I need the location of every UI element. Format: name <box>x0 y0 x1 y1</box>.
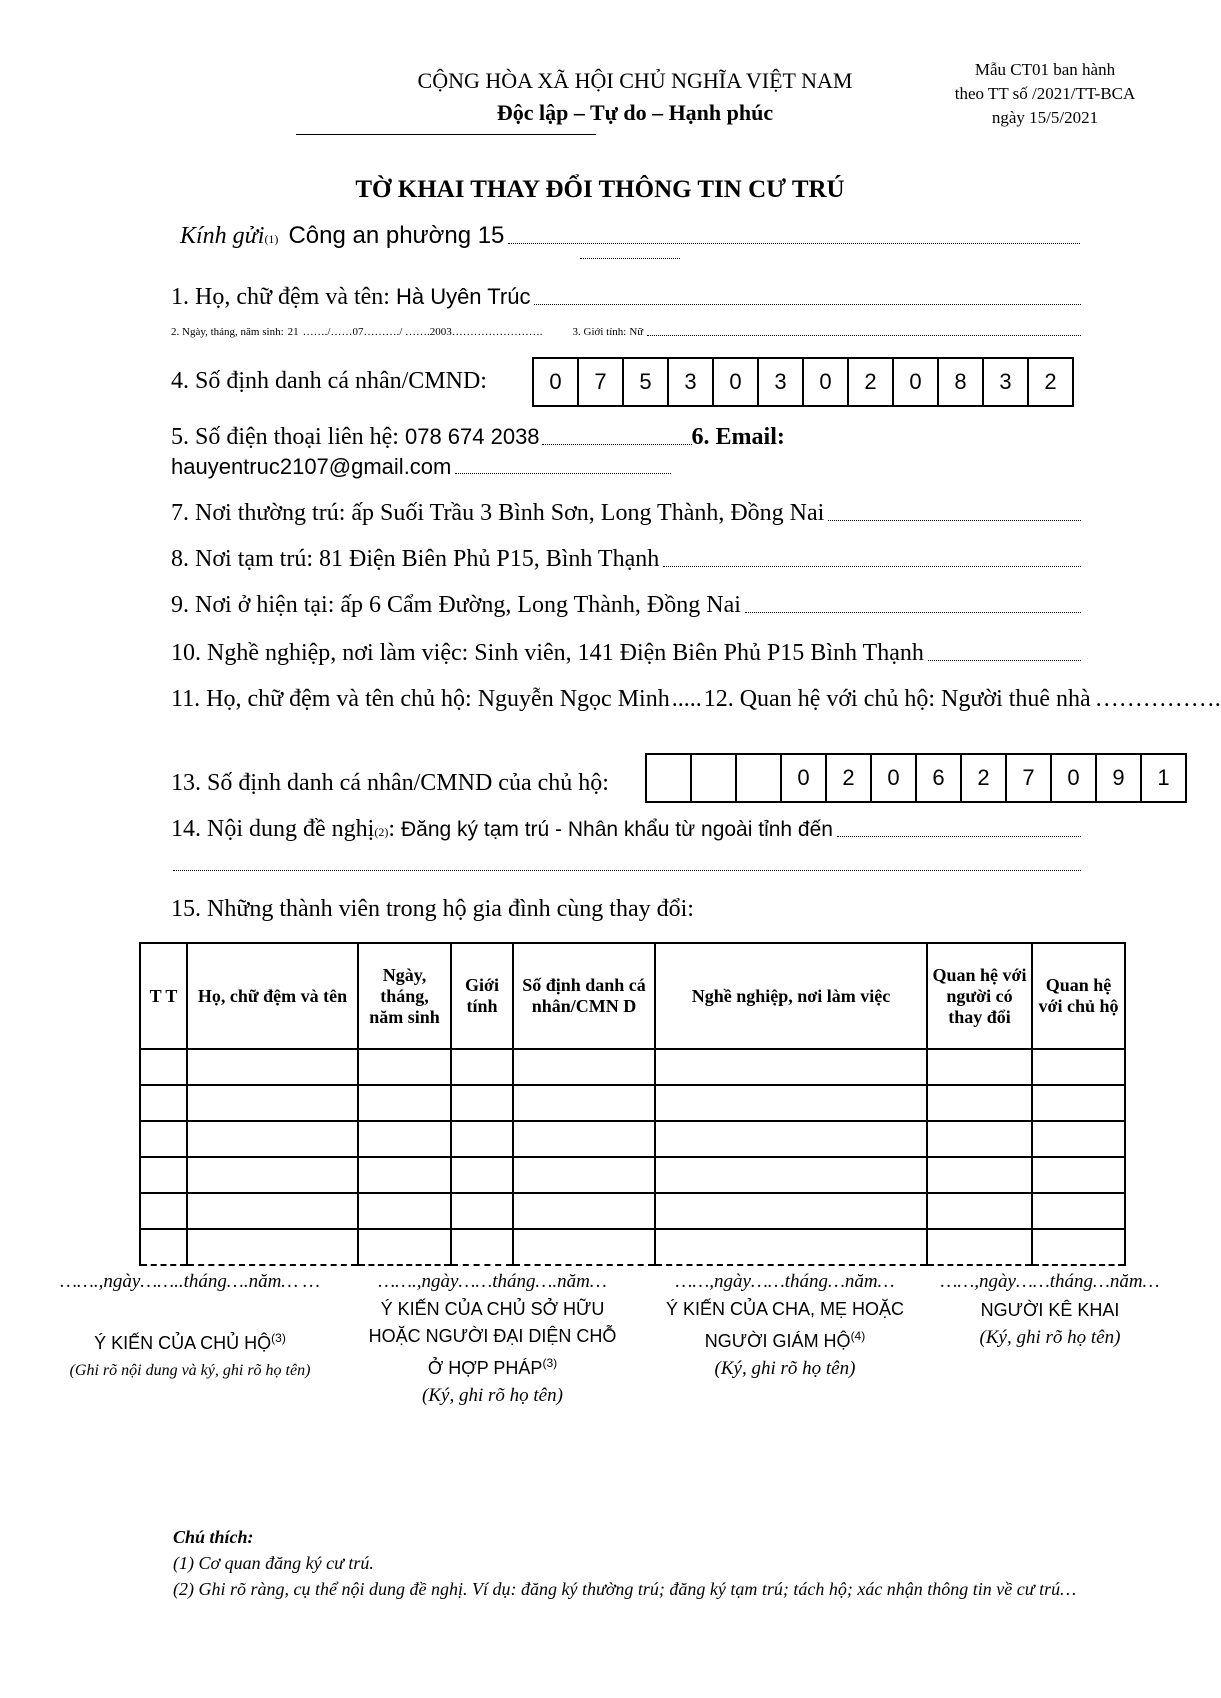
table-cell[interactable] <box>451 1193 513 1229</box>
table-cell[interactable] <box>187 1121 358 1157</box>
household-id-digit-box[interactable] <box>692 755 737 801</box>
form-code-line1: Mẫu CT01 ban hành <box>974 60 1116 79</box>
sig-date: …….,ngày……tháng….năm… <box>378 1271 607 1292</box>
form-code-line2: theo TT số /2021/TT-BCA <box>954 84 1136 103</box>
table-cell[interactable] <box>513 1193 655 1229</box>
table-cell[interactable] <box>513 1229 655 1265</box>
household-id-boxes[interactable] <box>645 753 1187 803</box>
sig-date: ……,ngày……tháng…năm… <box>940 1271 1160 1292</box>
table-cell[interactable] <box>1032 1049 1125 1085</box>
table-cell[interactable] <box>358 1229 451 1265</box>
gender-value[interactable]: Nữ <box>629 326 644 338</box>
id-digit-box[interactable]: 0 <box>804 359 849 405</box>
table-cell[interactable] <box>1032 1085 1125 1121</box>
phone-label: 5. Số điện thoại liên hệ: <box>171 424 399 450</box>
table-row <box>140 1121 1125 1157</box>
id-digit-box[interactable]: 3 <box>669 359 714 405</box>
household-head-label: 11. Họ, chữ đệm và tên chủ hộ: <box>171 686 472 712</box>
gender-label: 3. Giới tính: <box>572 326 627 338</box>
table-row <box>140 1085 1125 1121</box>
header-occupation: Nghề nghiệp, nơi làm việc <box>655 943 927 1049</box>
table-cell[interactable] <box>655 1085 927 1121</box>
field-request: 14. Nội dung đề nghị (2) : Đăng ký tạm trú - Nhân khẩu từ ngoài tỉnh đến <box>171 816 1081 843</box>
relation-label: 12. Quan hệ với chủ hộ: <box>703 686 936 712</box>
country-name: CỘNG HÒA XÃ HỘI CHỦ NGHĨA VIỆT NAM <box>417 68 853 93</box>
header-relation-changer: Quan hệ với người có thay đổi <box>927 943 1032 1049</box>
table-cell[interactable] <box>655 1193 927 1229</box>
household-id-digit-box[interactable]: 0 <box>1052 755 1097 801</box>
table-cell[interactable] <box>140 1121 187 1157</box>
header-id: Số định danh cá nhân/CMN D <box>513 943 655 1049</box>
household-id-digit-box[interactable]: 9 <box>1097 755 1142 801</box>
recipient-value[interactable]: Công an phường 15 <box>288 222 505 249</box>
permanent-residence-value[interactable]: ấp Suối Trầu 3 Bình Sơn, Long Thành, Đồng Nai <box>351 500 825 526</box>
email-value[interactable]: hauyentruc2107@gmail.com <box>171 454 452 479</box>
recipient-label: Kính gửi <box>180 223 265 249</box>
household-id-digit-box[interactable]: 6 <box>917 755 962 801</box>
dob-year[interactable]: 2003 <box>429 326 452 338</box>
members-table <box>139 942 1126 1266</box>
sig-title: Ý KIẾN CỦA CHA, MẸ HOẶC NGƯỜI GIÁM HỘ <box>665 1299 905 1351</box>
table-cell[interactable] <box>1032 1157 1125 1193</box>
id-number-boxes[interactable] <box>532 357 1074 407</box>
form-code <box>930 58 1160 130</box>
permanent-residence-label: 7. Nơi thường trú: <box>171 500 346 526</box>
table-cell[interactable] <box>140 1229 187 1265</box>
table-cell[interactable] <box>140 1193 187 1229</box>
id-digit-box[interactable]: 2 <box>1029 359 1074 405</box>
table-cell[interactable] <box>140 1157 187 1193</box>
temporary-residence-value[interactable]: 81 Điện Biên Phủ P15, Bình Thạnh <box>319 546 660 572</box>
request-note: (2) <box>374 825 389 839</box>
signature-declarant <box>935 1268 1165 1352</box>
current-residence-value[interactable]: ấp 6 Cẩm Đường, Long Thành, Đồng Nai <box>340 592 741 618</box>
field-household-head: 11. Họ, chữ đệm và tên chủ hộ: Nguyễn Ngọc Minh ..... 12. Quan hệ với chủ hộ: Người thuê nhà ……………. <box>171 686 1221 712</box>
table-cell[interactable] <box>1032 1193 1125 1229</box>
id-digit-box[interactable]: 3 <box>759 359 804 405</box>
dob-day[interactable]: 21 <box>287 326 299 338</box>
table-row <box>140 1049 1125 1085</box>
field-full-name <box>171 284 1081 311</box>
table-cell[interactable] <box>513 1085 655 1121</box>
id-number-label: 4. Số định danh cá nhân/CMND: <box>171 368 487 394</box>
table-cell[interactable] <box>927 1157 1032 1193</box>
phone-value[interactable]: 078 674 2038 <box>404 424 540 449</box>
header-name: Họ, chữ đệm và tên <box>187 943 358 1049</box>
household-id-digit-box[interactable]: 1 <box>1142 755 1187 801</box>
id-digit-box[interactable]: 0 <box>534 359 579 405</box>
table-cell[interactable] <box>358 1085 451 1121</box>
household-id-label: 13. Số định danh cá nhân/CMND của chủ hộ: <box>171 770 609 796</box>
table-cell[interactable] <box>655 1049 927 1085</box>
id-label-row <box>171 368 487 395</box>
field-members-heading <box>171 896 694 923</box>
dob-month[interactable]: 07 <box>352 326 364 338</box>
table-cell[interactable] <box>187 1085 358 1121</box>
household-id-digit-box[interactable]: 0 <box>872 755 917 801</box>
table-row <box>140 1157 1125 1193</box>
table-row <box>140 1193 1125 1229</box>
table-cell[interactable] <box>513 1157 655 1193</box>
household-id-digit-box[interactable]: 2 <box>827 755 872 801</box>
table-cell[interactable] <box>358 1049 451 1085</box>
household-id-digit-box[interactable]: 7 <box>1007 755 1052 801</box>
table-cell[interactable] <box>451 1085 513 1121</box>
members-heading: 15. Những thành viên trong hộ gia đình cùng thay đổi: <box>171 896 694 922</box>
request-value[interactable]: Đăng ký tạm trú - Nhân khẩu từ ngoài tỉnh đến <box>401 818 833 841</box>
field-phone-email <box>171 424 1081 451</box>
field-temporary-residence <box>171 546 1081 573</box>
recipient-row <box>180 222 1080 250</box>
table-cell[interactable] <box>513 1049 655 1085</box>
header-gender: Giới tính <box>451 943 513 1049</box>
sig-title: Ý KIẾN CỦA CHỦ HỘ <box>94 1333 272 1353</box>
household-id-digit-box[interactable]: 2 <box>962 755 1007 801</box>
full-name-value[interactable]: Hà Uyên Trúc <box>395 284 531 309</box>
form-code-line3: ngày 15/5/2021 <box>991 108 1099 127</box>
occupation-label: 10. Nghề nghiệp, nơi làm việc: <box>171 640 469 666</box>
table-cell[interactable] <box>655 1157 927 1193</box>
notes-heading: Chú thích: <box>173 1527 254 1547</box>
household-id-digit-box[interactable]: 0 <box>782 755 827 801</box>
household-head-value[interactable]: Nguyễn Ngọc Minh <box>477 686 670 712</box>
sig-title: NGƯỜI KÊ KHAI <box>980 1300 1120 1320</box>
table-cell[interactable] <box>140 1085 187 1121</box>
id-digit-box[interactable]: 5 <box>624 359 669 405</box>
motto: Độc lập – Tự do – Hạnh phúc <box>496 100 774 125</box>
id-digit-box[interactable]: 2 <box>849 359 894 405</box>
id-digit-box[interactable]: 0 <box>894 359 939 405</box>
table-cell[interactable] <box>927 1085 1032 1121</box>
email-row <box>171 454 671 480</box>
household-id-digit-box[interactable] <box>737 755 782 801</box>
note-2: (2) Ghi rõ ràng, cụ thể nội dung đề nghị. Ví dụ: đăng ký thường trú; đăng ký tạm trú; tách hộ; xác nhận thông tin về cư trú… <box>173 1579 1077 1599</box>
request-dots-line <box>173 870 1081 871</box>
footnotes <box>173 1524 1103 1602</box>
table-cell[interactable] <box>358 1193 451 1229</box>
field-occupation <box>171 640 1081 667</box>
table-cell[interactable] <box>187 1229 358 1265</box>
occupation-value[interactable]: Sinh viên, 141 Điện Biên Phủ P15 Bình Thạnh <box>474 640 924 666</box>
table-cell[interactable] <box>655 1121 927 1157</box>
signature-household-head: …….,ngày……..tháng….năm… … Ý KIẾN CỦA CHỦ HỘ$^{(3)}$ (Ghi rõ nội dung và ký, ghi rõ họ tên) <box>40 1268 340 1385</box>
table-cell[interactable] <box>358 1121 451 1157</box>
table-cell[interactable] <box>187 1193 358 1229</box>
signature-guardian: ……,ngày……tháng…năm… Ý KIẾN CỦA CHA, MẸ HOẶC NGƯỜI GIÁM HỘ$^{(4)}$ (Ký, ghi rõ họ tên) <box>660 1268 910 1383</box>
id-digit-box[interactable]: 7 <box>579 359 624 405</box>
request-label: 14. Nội dung đề nghị <box>171 816 375 842</box>
sig-date: ……,ngày……tháng…năm… <box>675 1271 895 1292</box>
table-cell[interactable] <box>1032 1229 1125 1265</box>
sig-sub: (Ký, ghi rõ họ tên) <box>714 1358 856 1379</box>
relation-value[interactable]: Người thuê nhà <box>941 686 1091 712</box>
table-cell[interactable] <box>451 1229 513 1265</box>
header-relation-head: Quan hệ với chủ hộ <box>1032 943 1125 1049</box>
motto-underline <box>296 134 596 135</box>
id-digit-box[interactable]: 0 <box>714 359 759 405</box>
table-cell[interactable] <box>1032 1121 1125 1157</box>
sig-sub: (Ghi rõ nội dung và ký, ghi rõ họ tên) <box>69 1362 311 1379</box>
sig-sub: (Ký, ghi rõ họ tên) <box>979 1327 1121 1348</box>
header-stt: T T <box>140 943 187 1049</box>
table-cell[interactable] <box>140 1049 187 1085</box>
sig-sub: (Ký, ghi rõ họ tên) <box>422 1385 563 1406</box>
signature-owner: …….,ngày……tháng….năm… Ý KIẾN CỦA CHỦ SỞ HỮU HOẶC NGƯỜI ĐẠI DIỆN CHỖ Ở HỢP PHÁP$^{(3)}$ (Ký, ghi rõ họ tên) <box>365 1268 620 1410</box>
table-cell[interactable] <box>451 1049 513 1085</box>
header-dob: Ngày, tháng, năm sinh <box>358 943 451 1049</box>
dob-label: 2. Ngày, tháng, năm sinh: <box>171 326 284 338</box>
table-cell[interactable] <box>187 1157 358 1193</box>
table-cell[interactable] <box>451 1121 513 1157</box>
field-permanent-residence <box>171 500 1081 527</box>
table-cell[interactable] <box>927 1049 1032 1085</box>
id-digit-box[interactable]: 3 <box>984 359 1029 405</box>
page-title: TỜ KHAI THAY ĐỔI THÔNG TIN CƯ TRÚ <box>355 176 845 203</box>
recipient-note: (1) <box>264 232 279 246</box>
sig-title: Ý KIẾN CỦA CHỦ SỞ HỮU HOẶC NGƯỜI ĐẠI DIỆN CHỖ Ở HỢP PHÁP <box>368 1299 617 1378</box>
table-cell[interactable] <box>655 1229 927 1265</box>
field-dob-gender: 2. Ngày, tháng, năm sinh: 21 ……./…… 07 ………./ ……. 2003 ……………………. 3. Giới tính: Nữ <box>171 326 1081 338</box>
table-cell[interactable] <box>927 1121 1032 1157</box>
household-id-label-row <box>171 770 609 797</box>
sig-date: …….,ngày……..tháng….năm… … <box>60 1271 320 1292</box>
table-header-row <box>140 943 1125 1049</box>
temporary-residence-label: 8. Nơi tạm trú: <box>171 546 314 572</box>
email-label: 6. Email: <box>691 424 785 450</box>
recipient-dots <box>580 258 680 259</box>
note-1: (1) Cơ quan đăng ký cư trú. <box>173 1553 374 1573</box>
field-current-residence <box>171 592 1081 619</box>
household-id-digit-box[interactable] <box>647 755 692 801</box>
table-cell[interactable] <box>927 1193 1032 1229</box>
table-cell[interactable] <box>358 1157 451 1193</box>
table-row <box>140 1229 1125 1265</box>
current-residence-label: 9. Nơi ở hiện tại: <box>171 592 335 618</box>
table-cell[interactable] <box>187 1049 358 1085</box>
full-name-label: 1. Họ, chữ đệm và tên: <box>171 284 390 310</box>
table-cell[interactable] <box>513 1121 655 1157</box>
table-cell[interactable] <box>927 1229 1032 1265</box>
id-digit-box[interactable]: 8 <box>939 359 984 405</box>
table-cell[interactable] <box>451 1157 513 1193</box>
